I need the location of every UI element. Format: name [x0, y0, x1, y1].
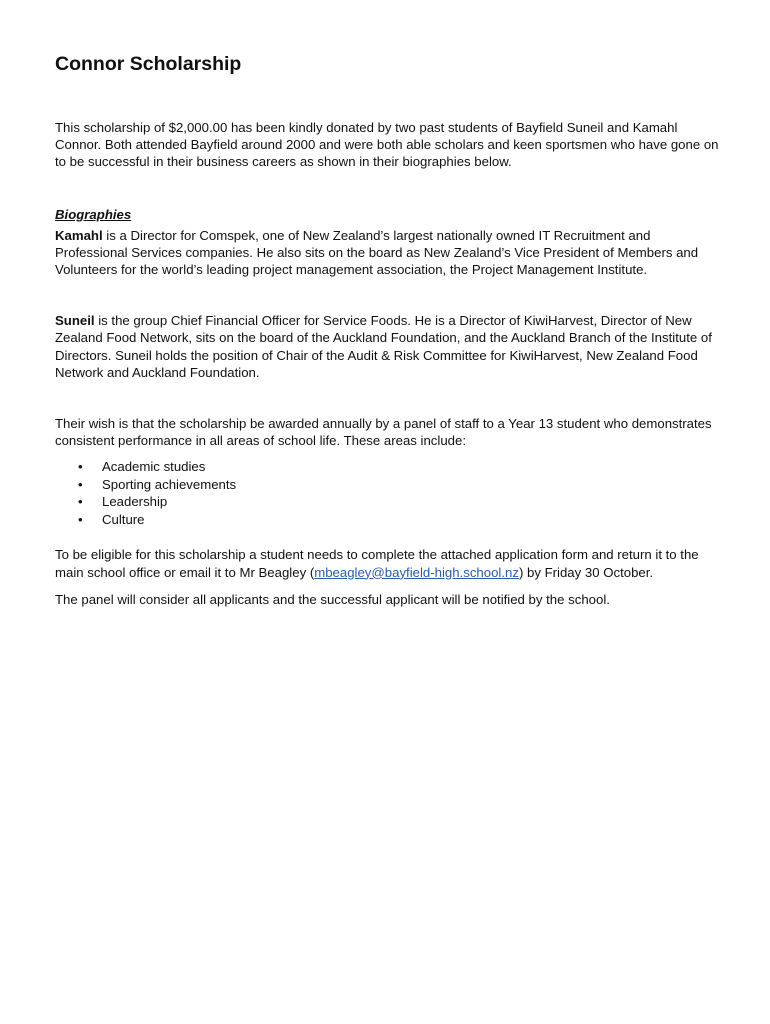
- areas-list: [55, 458, 720, 528]
- bio-suneil-name: Suneil: [55, 313, 95, 329]
- email-link[interactable]: mbeagley@bayfield-high.school.nz: [314, 564, 519, 580]
- list-item-label: Sporting achievements: [102, 476, 237, 492]
- bio-suneil-text: is the group Chief Financial Officer for Service Foods. He is a Director of KiwiHarvest, Director of New Zealand Food Network, sits on the board of the Auckland Foundation, and the Auckland Branch of the Institute of Directors. Suneil holds the position of Chair of the Audit & Risk Committee for KiwiHarvest, New Zealand Food Network and Auckland Foundation.: [55, 313, 712, 380]
- intro-paragraph: This scholarship of $2,000.00 has been kindly donated by two past students of Bayfield Suneil and Kamahl Connor. Both attended Bayfield around 2000 and were both able scholars and keen sportsmen who have gone on to be successful in their business careers as shown in their biographies below.: [55, 120, 719, 170]
- biographies-heading: Biographies: [55, 206, 132, 222]
- list-item-label: Leadership: [102, 494, 168, 510]
- page-title: Connor Scholarship: [55, 53, 242, 75]
- eligibility-text-after: ) by Friday 30 October.: [518, 564, 654, 580]
- bio-kamahl-text: is a Director for Comspek, one of New Zealand’s largest nationally owned IT Recruitment and Professional Services companies. He also sits on the board as New Zealand’s Vice President of Members and Volunteers for the world’s leading project management association, the Project Management Institute.: [55, 227, 699, 278]
- list-item-label: Academic studies: [102, 459, 206, 475]
- eligibility-paragraph: [55, 546, 720, 580]
- bio-kamahl-name: Kamahl: [55, 227, 103, 243]
- bullet-icon: •: [78, 476, 83, 492]
- panel-paragraph: The panel will consider all applicants and the successful applicant will be notified by the school.: [55, 591, 610, 607]
- list-item: [55, 493, 720, 511]
- wish-paragraph: Their wish is that the scholarship be awarded annually by a panel of staff to a Year 13 student who demonstrates consistent performance in all areas of school life. These areas include:: [55, 416, 712, 449]
- bio-kamahl-paragraph: [55, 227, 720, 279]
- list-item-label: Culture: [102, 511, 145, 527]
- bullet-icon: •: [78, 494, 83, 510]
- bullet-icon: •: [78, 511, 83, 527]
- list-item: [55, 511, 720, 529]
- bio-suneil-paragraph: [55, 312, 720, 381]
- list-item: [55, 476, 720, 494]
- list-item: [55, 458, 720, 476]
- bullet-icon: •: [78, 459, 83, 475]
- eligibility-text-before: To be eligible for this scholarship a student needs to complete the attached application form and return it to the main school office or email it to Mr Beagley (: [55, 547, 699, 580]
